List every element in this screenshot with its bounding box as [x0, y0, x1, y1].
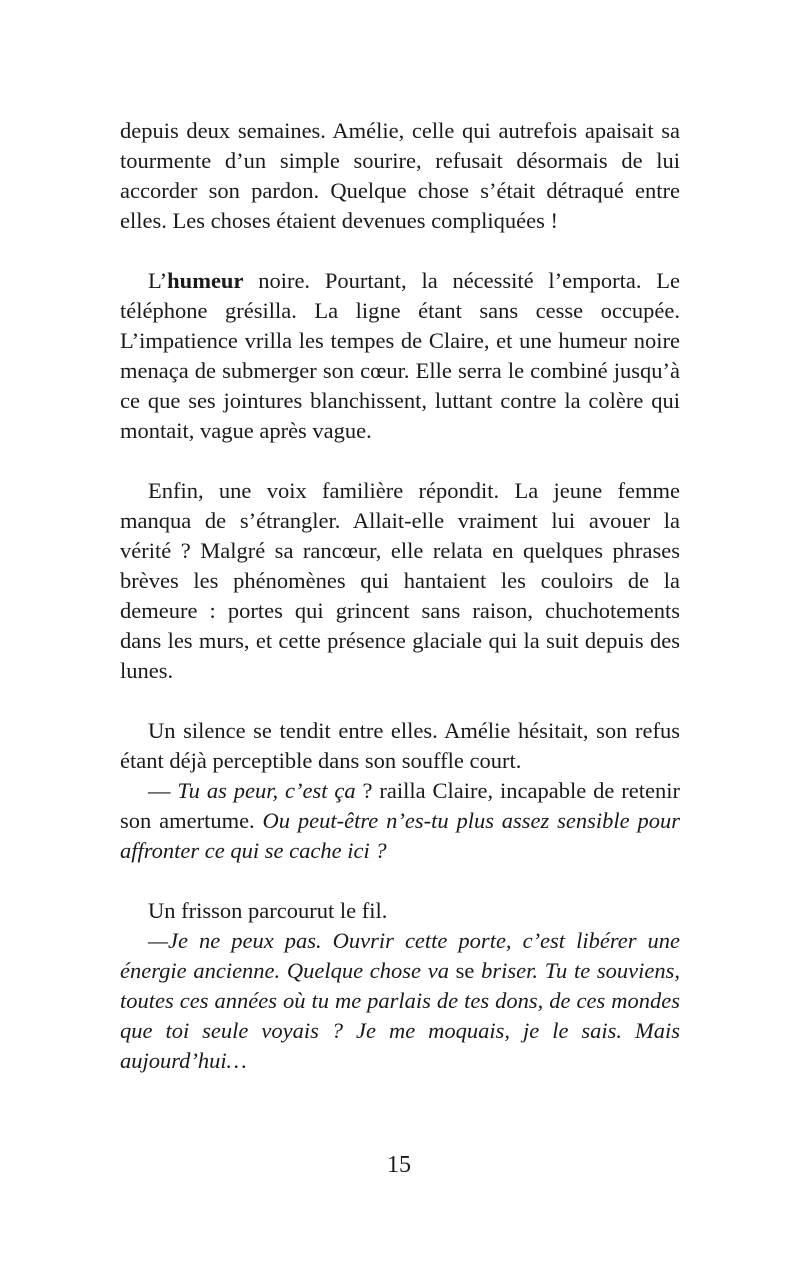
page-body: [120, 116, 680, 1076]
paragraph-2-start: L’: [148, 268, 168, 293]
dialogue-italic-2: Ou peut-être n’es-tu plus assez sensible pour affronter ce qui se cache ici ?: [120, 808, 680, 863]
paragraph-gap: [120, 866, 680, 896]
page-number: 15: [387, 1152, 411, 1178]
dialogue-italic-c: . Tu te souviens, toutes ces années où tu me parlais de tes dons, de ces mondes que toi seule voyais ? Je me moquais, je le sais. Mais aujourd’hui…: [120, 958, 680, 1073]
paragraph-4: Un silence se tendit entre elles. Amélie hésitait, son refus étant déjà perceptible dans son souffle court.: [120, 718, 680, 773]
paragraph-1: depuis deux semaines. Amélie, celle qui autrefois apaisait sa tourmente d’un simple sourire, refusait désormais de lui accorder son pardon. Quelque chose s’était détraqué entre elles. Les choses étaient devenues compliquées !: [120, 118, 680, 233]
bold-word: humeur: [167, 268, 244, 293]
paragraph-3: Enfin, une voix familière répondit. La jeune femme manqua de s’étrangler. Allait-elle vraiment lui avouer la vérité ? Malgré sa rancœur, elle relata en quelques phrases brèves les phénomènes qui hantaient les couloirs de la demeure : portes qui grincent sans raison, chuchotements dans les murs, et cette présence glaciale qui la suit depuis des lunes.: [120, 478, 680, 683]
paragraph-gap: [120, 686, 680, 716]
paragraph-2: [120, 266, 680, 446]
dialogue-italic-1: Tu as peur, c’est ça: [177, 778, 356, 803]
paragraph-gap: [120, 446, 680, 476]
paragraph-2-rest: noire. Pourtant, la nécessité l’emporta. Le téléphone grésilla. La ligne étant sans cesse occupée. L’impatience vrilla les tempes de Claire, et une humeur noire menaça de submerger son cœur. Elle serra le combiné jusqu’à ce que ses jointures blanchissent, luttant contre la colère qui montait, vague après vague.: [120, 268, 680, 443]
dialogue-dash: —: [148, 778, 178, 803]
dialogue-italic-b: briser: [481, 958, 533, 983]
dialogue-italic-a: —Je ne peux pas. Ouvrir cette porte, c’est libérer une énergie ancienne. Quelque chose va: [120, 928, 680, 983]
dialogue-plain-word: se: [455, 958, 475, 983]
dialogue-plain: ? railla Claire, incapable de retenir son amertume.: [120, 778, 681, 833]
dialogue-claire: [120, 776, 680, 866]
dialogue-amelie: [120, 926, 680, 1076]
paragraph-gap: [120, 236, 680, 266]
paragraph-6: Un frisson parcourut le fil.: [148, 898, 388, 923]
